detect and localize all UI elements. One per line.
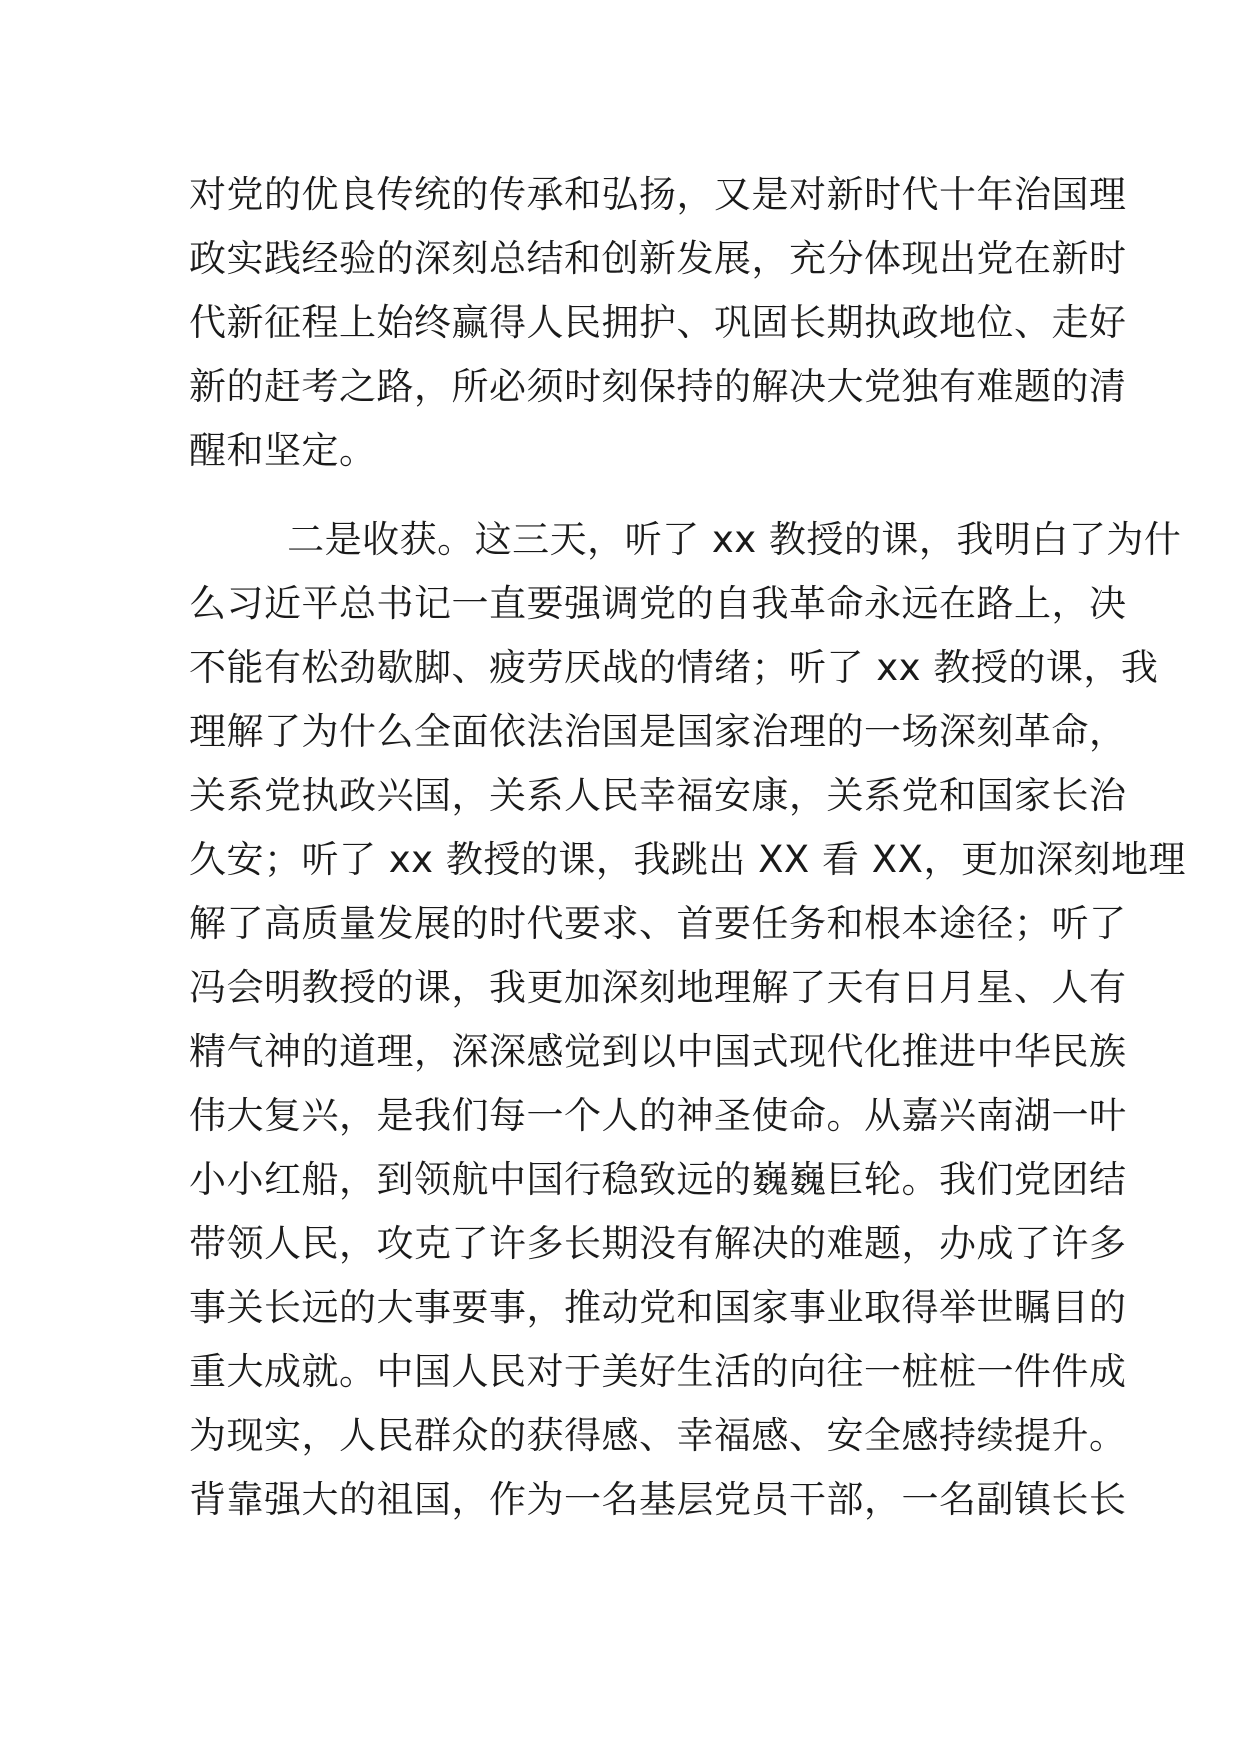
paragraph-line: 不能有松劲歇脚、疲劳厌战的情绪；听了 xx 教授的课，我 xyxy=(189,646,1159,689)
paragraph-line: 理解了为什么全面依法治国是国家治理的一场深刻革命， xyxy=(189,710,1127,753)
paragraph-2 xyxy=(189,508,1186,1532)
paragraph-line: 精气神的道理，深深感觉到以中国式现代化推进中华民族 xyxy=(189,1030,1127,1073)
paragraph-line: 么习近平总书记一直要强调党的自我革命永远在路上，决 xyxy=(189,582,1127,625)
paragraph-line: 新的赶考之路，所必须时刻保持的解决大党独有难题的清 xyxy=(189,365,1127,408)
paragraph-line: 政实践经验的深刻总结和创新发展，充分体现出党在新时 xyxy=(189,237,1127,280)
paragraph-line: 为现实，人民群众的获得感、幸福感、安全感持续提升。 xyxy=(189,1414,1127,1457)
paragraph-line: 事关长远的大事要事，推动党和国家事业取得举世瞩目的 xyxy=(189,1286,1127,1329)
paragraph-line: 关系党执政兴国，关系人民幸福安康，关系党和国家长治 xyxy=(189,774,1127,817)
paragraph-line: 代新征程上始终赢得人民拥护、巩固长期执政地位、走好 xyxy=(189,301,1127,344)
paragraph-line: 小小红船，到领航中国行稳致远的巍巍巨轮。我们党团结 xyxy=(189,1158,1127,1201)
paragraph-line: 醒和坚定。 xyxy=(189,429,377,472)
paragraph-1 xyxy=(189,163,1127,483)
paragraph-line: 久安；听了 xx 教授的课，我跳出 XX 看 XX，更加深刻地理 xyxy=(189,838,1186,881)
paragraph-line: 二是收获。这三天，听了 xx 教授的课，我明白了为什 xyxy=(189,518,1182,561)
paragraph-line: 解了高质量发展的时代要求、首要任务和根本途径；听了 xyxy=(189,902,1127,945)
paragraph-line: 背靠强大的祖国，作为一名基层党员干部，一名副镇长长 xyxy=(189,1478,1127,1521)
paragraph-line: 重大成就。中国人民对于美好生活的向往一桩桩一件件成 xyxy=(189,1350,1127,1393)
paragraph-line: 带领人民，攻克了许多长期没有解决的难题，办成了许多 xyxy=(189,1222,1127,1265)
paragraph-line: 伟大复兴，是我们每一个人的神圣使命。从嘉兴南湖一叶 xyxy=(189,1094,1127,1137)
paragraph-line: 对党的优良传统的传承和弘扬，又是对新时代十年治国理 xyxy=(189,173,1127,216)
paragraph-line: 冯会明教授的课，我更加深刻地理解了天有日月星、人有 xyxy=(189,966,1127,1009)
